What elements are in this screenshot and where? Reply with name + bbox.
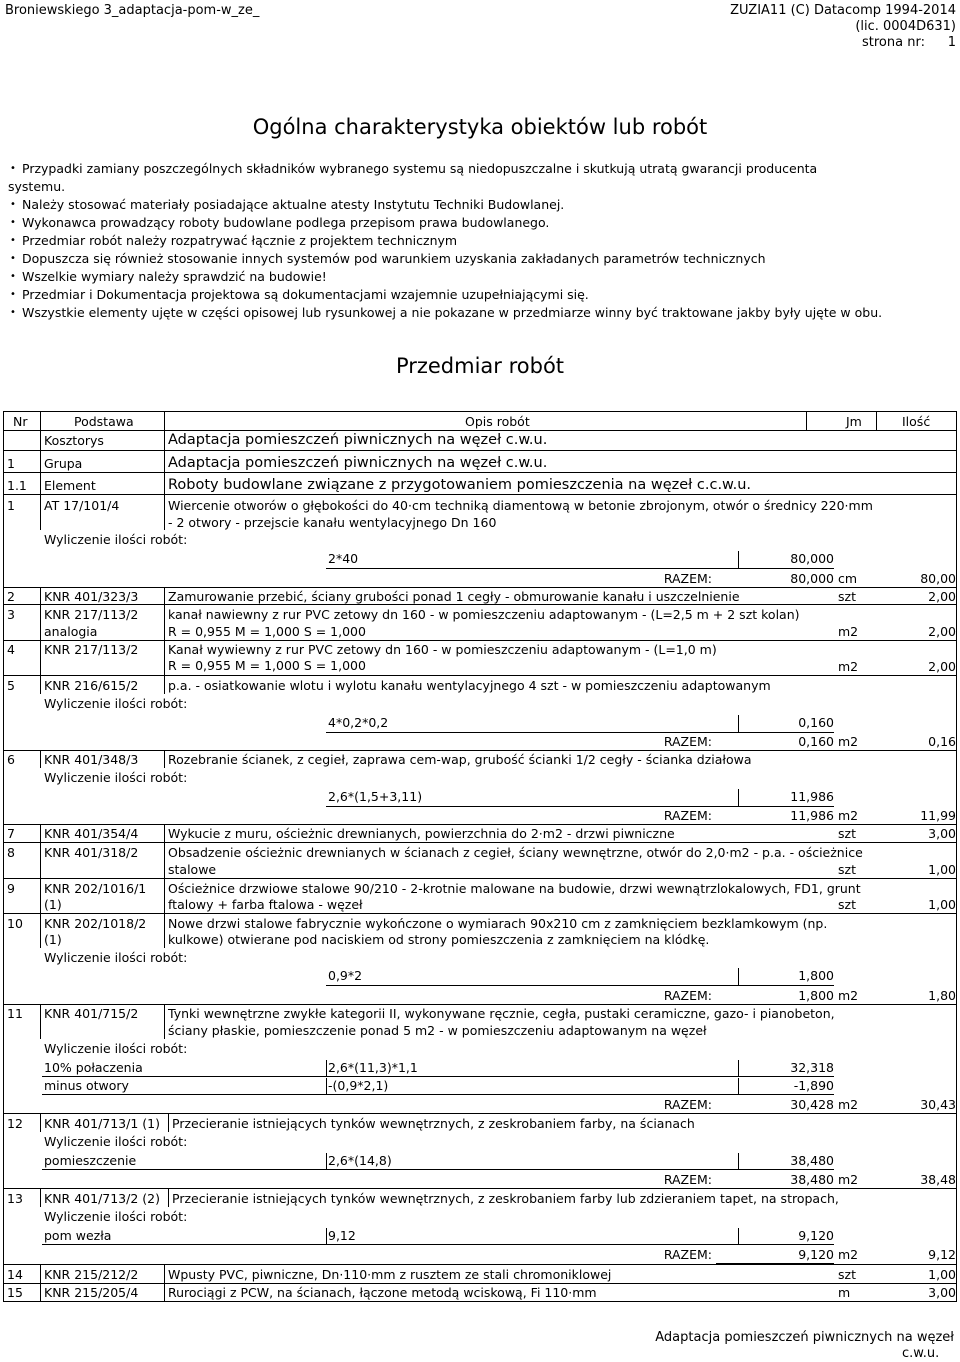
column-divider xyxy=(164,430,165,530)
row-divider xyxy=(3,472,957,473)
position-basis: KNR 401/713/2 (2) xyxy=(44,1191,160,1206)
position-description: p.a. - osiatkowanie wlotu i wylotu kanału wentylacyjnego 4 szt - w pomieszczeniu adaptowanym xyxy=(168,678,771,693)
position-description: R = 0,955 M = 1,000 S = 1,000 xyxy=(168,624,366,639)
razem-label: RAZEM: xyxy=(663,1247,712,1262)
row-divider xyxy=(3,842,957,843)
calculation-divider xyxy=(738,551,739,568)
calculation-line-label: pom wezła xyxy=(44,1228,112,1243)
razem-label: RAZEM: xyxy=(663,734,712,749)
calculation-line-label: pomieszczenie xyxy=(44,1153,137,1168)
calculation-divider xyxy=(738,715,739,732)
column-divider xyxy=(164,1004,165,1039)
general-bullet: • Należy stosować materiały posiadające aktualne atesty Instytutu Techniki Budowlanej. xyxy=(8,196,956,214)
general-bullet: • Wykonawca prowadzący roboty budowlane podlega przepisom prawa budowlanego. xyxy=(8,214,956,232)
kosztorys-label: Kosztorys xyxy=(44,433,104,448)
position-quantity: 3,00 xyxy=(928,1285,956,1300)
calculation-label: Wyliczenie ilości robót: xyxy=(44,950,188,965)
calculation-divider xyxy=(326,1078,327,1094)
position-nr: 4 xyxy=(7,642,15,657)
element-nr: 1.1 xyxy=(7,478,27,493)
calculation-expression: 2,6*(1,5+3,11) xyxy=(328,789,423,804)
table-header-top-border xyxy=(3,411,957,412)
razem-label: RAZEM: xyxy=(663,1172,712,1187)
position-basis: (1) xyxy=(44,897,62,912)
position-unit: m2 xyxy=(838,1097,859,1112)
position-basis: KNR 401/323/3 xyxy=(44,589,139,604)
column-divider xyxy=(40,1188,41,1207)
calculation-value: -1,890 xyxy=(793,1078,834,1093)
column-divider xyxy=(876,411,877,430)
calculation-value: 80,000 xyxy=(790,551,834,566)
general-bullet: • Przypadki zamiany poszczególnych składników wybranego systemu są niedopuszczalne i skutkują utratą gwarancji producenta systemu. xyxy=(8,160,956,196)
column-divider xyxy=(168,1188,169,1207)
position-unit: m2 xyxy=(838,659,859,674)
column-divider xyxy=(40,411,41,430)
razem-value: 38,480 xyxy=(790,1172,834,1187)
footer-title: Adaptacja pomieszczeń piwnicznych na węzeł xyxy=(655,1330,954,1345)
general-bullet: • Przedmiar robót należy rozpatrywać łącznie z projektem technicznym xyxy=(8,232,956,250)
position-unit: m2 xyxy=(838,1172,859,1187)
element-name: Roboty budowlane związane z przygotowaniem pomieszczenia na węzeł c.c.w.u. xyxy=(168,477,751,493)
position-nr: 8 xyxy=(7,845,15,860)
column-divider xyxy=(164,587,165,694)
position-quantity: 2,00 xyxy=(928,624,956,639)
calculation-underline xyxy=(326,985,834,986)
calculation-label: Wyliczenie ilości robót: xyxy=(44,770,188,785)
calculation-divider xyxy=(738,789,739,806)
column-divider xyxy=(40,587,41,694)
column-divider xyxy=(164,1264,165,1301)
position-nr: 10 xyxy=(7,916,23,931)
razem-label: RAZEM: xyxy=(663,571,712,586)
row-divider xyxy=(3,675,957,676)
position-description: kanał nawiewny z rur PVC zetowy dn 160 - w pomieszczeniu adaptowanym - (L=2,5 m + 2 szt kolan) xyxy=(168,607,800,622)
position-basis: (1) xyxy=(44,932,62,947)
calculation-expression: 2,6*(11,3)*1,1 xyxy=(328,1060,418,1075)
calculation-expression: 2,6*(14,8) xyxy=(328,1153,392,1168)
calculation-value: 0,160 xyxy=(798,715,834,730)
position-quantity: 0,16 xyxy=(928,734,956,749)
calculation-underline xyxy=(42,1076,834,1077)
position-basis: KNR 217/113/2 xyxy=(44,642,139,657)
calculation-line-label: minus otwory xyxy=(44,1078,129,1093)
calculation-divider xyxy=(326,1153,327,1169)
position-quantity: 38,48 xyxy=(920,1172,956,1187)
position-description: Przecieranie istniejących tynków wewnętrznych, z zeskrobaniem farby, na ścianach xyxy=(172,1116,695,1131)
calculation-label: Wyliczenie ilości robót: xyxy=(44,1134,188,1149)
position-unit: szt xyxy=(838,897,856,912)
calculation-underline xyxy=(326,732,834,733)
position-quantity: 3,00 xyxy=(928,826,956,841)
column-divider xyxy=(956,411,957,430)
row-divider xyxy=(3,494,957,495)
grupa-name: Adaptacja pomieszczeń piwnicznych na węzeł c.w.u. xyxy=(168,455,548,471)
column-divider xyxy=(40,750,41,768)
position-unit: m2 xyxy=(838,808,859,823)
general-bullet: • Wszystkie elementy ujęte w części opisowej lub rysunkowej a nie pokazane w przedmiarze winny być traktowane jakby były ujęte w obu. xyxy=(8,304,956,322)
position-basis: KNR 401/713/1 (1) xyxy=(44,1116,160,1131)
calculation-divider xyxy=(738,1153,739,1169)
row-divider xyxy=(3,1301,957,1302)
calculation-divider xyxy=(738,1060,739,1076)
position-quantity: 11,99 xyxy=(920,808,956,823)
column-header-podstawa: Podstawa xyxy=(74,414,134,429)
column-divider xyxy=(40,824,41,948)
grupa-label: Grupa xyxy=(44,456,83,471)
document-name: Broniewskiego 3_adaptacja-pom-w_ze_ xyxy=(5,3,260,18)
calculation-underline xyxy=(326,806,834,807)
position-description: ftalowy + farba ftalowa - węzeł xyxy=(168,897,363,912)
razem-value: 30,428 xyxy=(790,1097,834,1112)
position-nr: 5 xyxy=(7,678,15,693)
column-header-ilosc: Ilość xyxy=(902,414,931,429)
position-unit: m xyxy=(838,1285,851,1300)
position-description: Przecieranie istniejących tynków wewnętrznych, z zeskrobaniem farby lub zdzieraniem tapet, na stropach, xyxy=(172,1191,839,1206)
table-left-border xyxy=(3,430,4,1301)
calculation-value: 32,318 xyxy=(790,1060,834,1075)
footer-title-continued: c.w.u. xyxy=(902,1346,940,1361)
position-nr: 3 xyxy=(7,607,15,622)
position-unit: cm xyxy=(838,571,858,586)
position-basis: KNR 215/212/2 xyxy=(44,1267,139,1282)
calculation-label: Wyliczenie ilości robót: xyxy=(44,1209,188,1224)
calculation-expression: 9,12 xyxy=(328,1228,356,1243)
general-bullet: • Wszelkie wymiary należy sprawdzić na budowie! xyxy=(8,268,956,286)
column-header-opis: Opis robót xyxy=(465,414,530,429)
column-divider xyxy=(168,1113,169,1132)
general-bullet: • Dopuszcza się również stosowanie innych systemów pod warunkiem uzyskania zakładanych parametrów technicznych xyxy=(8,250,956,268)
position-nr: 12 xyxy=(7,1116,23,1131)
general-bullet: • Przedmiar i Dokumentacja projektowa są dokumentacjami wzajemnie uzupełniającymi się. xyxy=(8,286,956,304)
row-divider xyxy=(3,604,957,605)
row-divider xyxy=(3,1113,957,1114)
position-quantity: 2,00 xyxy=(928,589,956,604)
column-divider xyxy=(164,750,165,768)
position-nr: 15 xyxy=(7,1285,23,1300)
calculation-label: Wyliczenie ilości robót: xyxy=(44,1041,188,1056)
position-basis: KNR 401/715/2 xyxy=(44,1006,139,1021)
column-divider xyxy=(40,1004,41,1039)
calculation-value: 11,986 xyxy=(790,789,834,804)
position-unit: szt xyxy=(838,862,856,877)
row-divider xyxy=(3,1264,957,1265)
calculation-value: 9,120 xyxy=(798,1228,834,1243)
razem-label: RAZEM: xyxy=(663,808,712,823)
column-header-nr: Nr xyxy=(13,414,28,429)
page-number-label: strona nr: xyxy=(862,35,925,50)
row-divider xyxy=(3,450,957,451)
position-unit: m2 xyxy=(838,1247,859,1262)
position-nr: 14 xyxy=(7,1267,23,1282)
software-info: ZUZIA11 (C) Datacomp 1994-2014 xyxy=(730,3,956,18)
position-nr: 2 xyxy=(7,589,15,604)
calculation-label: Wyliczenie ilości robót: xyxy=(44,532,188,547)
row-divider xyxy=(3,1188,957,1189)
column-divider xyxy=(806,411,807,430)
calculation-expression: -(0,9*2,1) xyxy=(328,1078,389,1093)
calculation-divider xyxy=(738,1228,739,1244)
position-description: Tynki wewnętrzne zwykłe kategorii II, wykonywane ręcznie, cegła, pustaki ceramiczne, gazo- i pianobeton, xyxy=(168,1006,835,1021)
razem-label: RAZEM: xyxy=(663,1097,712,1112)
column-divider xyxy=(164,411,165,430)
position-description: Wpusty PVC, piwniczne, Dn·110·mm z rusztem ze stali chromoniklowej xyxy=(168,1267,612,1282)
position-basis: KNR 401/354/4 xyxy=(44,826,139,841)
position-nr: 1 xyxy=(7,498,15,513)
kosztorys-name: Adaptacja pomieszczeń piwnicznych na węzeł c.w.u. xyxy=(168,432,548,448)
position-description: Kanał wywiewny z rur PVC zetowy dn 160 - w pomieszczeniu adaptowanym - (L=1,0 m) xyxy=(168,642,717,657)
position-quantity: 1,00 xyxy=(928,862,956,877)
position-nr: 7 xyxy=(7,826,15,841)
calculation-value: 1,800 xyxy=(798,968,834,983)
position-unit: szt xyxy=(838,826,856,841)
calculation-divider xyxy=(326,1060,327,1076)
row-divider xyxy=(3,878,957,879)
position-basis: KNR 216/615/2 xyxy=(44,678,139,693)
position-basis: AT 17/101/4 xyxy=(44,498,120,513)
calculation-expression: 0,9*2 xyxy=(328,968,363,983)
calculation-underline xyxy=(42,1094,834,1095)
general-bullet-list xyxy=(8,160,956,322)
position-nr: 9 xyxy=(7,881,15,896)
column-divider xyxy=(40,1113,41,1132)
position-basis: KNR 202/1016/1 xyxy=(44,881,147,896)
element-label: Element xyxy=(44,478,96,493)
position-description: ściany płaskie, pomieszczenie ponad 5 m2 - w pomieszczeniu adaptowanym na węzeł xyxy=(168,1023,707,1038)
calculation-underline xyxy=(326,568,834,569)
position-nr: 11 xyxy=(7,1006,23,1021)
column-header-jm: Jm xyxy=(846,414,862,429)
razem-value: 80,000 xyxy=(790,571,834,586)
column-divider xyxy=(40,1264,41,1301)
position-description: Zamurowanie przebić, ściany grubości ponad 1 cegły - obmurowanie kanału i uszczelnienie xyxy=(168,589,740,604)
calculation-underline xyxy=(42,1244,834,1245)
position-quantity: 1,80 xyxy=(928,988,956,1003)
razem-value: 11,986 xyxy=(790,808,834,823)
page-number: 1 xyxy=(947,35,956,50)
position-quantity: 80,00 xyxy=(920,571,956,586)
calculation-expression: 2*40 xyxy=(328,551,359,566)
calculation-divider xyxy=(738,968,739,985)
razem-value: 9,120 xyxy=(798,1247,834,1262)
position-unit: szt xyxy=(838,1267,856,1282)
column-divider xyxy=(40,430,41,530)
column-divider xyxy=(3,411,4,430)
license-info: (lic. 0004D631) xyxy=(855,19,956,34)
position-basis: analogia xyxy=(44,624,98,639)
position-description: Ościeżnice drzwiowe stalowe 90/210 - 2-krotnie malowane na budowie, drzwi wewnątrzlokalowych, FD1, grunt xyxy=(168,881,861,896)
row-divider xyxy=(3,913,957,914)
calculation-expression: 4*0,2*0,2 xyxy=(328,715,389,730)
position-unit: m2 xyxy=(838,624,859,639)
position-nr: 6 xyxy=(7,752,15,767)
position-unit: m2 xyxy=(838,988,859,1003)
position-unit: m2 xyxy=(838,734,859,749)
calculation-label: Wyliczenie ilości robót: xyxy=(44,696,188,711)
calculation-line-label: 10% połaczenia xyxy=(44,1060,143,1075)
position-description: Wykucie z muru, ościeżnic drewnianych, powierzchnia do 2·m2 - drzwi piwniczne xyxy=(168,826,675,841)
position-quantity: 1,00 xyxy=(928,897,956,912)
position-basis: KNR 401/348/3 xyxy=(44,752,139,767)
table-right-border xyxy=(956,430,957,1301)
position-description: Wiercenie otworów o głębokości do 40·cm techniką diamentową w betonie zbrojonym, otwór o średnicy 220·mm xyxy=(168,498,873,513)
column-divider xyxy=(164,824,165,948)
general-title: Ogólna charakterystyka obiektów lub robót xyxy=(252,115,708,139)
position-description: - 2 otwory - przejscie kanału wentylacyjnego Dn 160 xyxy=(168,515,497,530)
razem-value: 1,800 xyxy=(798,988,834,1003)
razem-value: 0,160 xyxy=(798,734,834,749)
position-quantity: 9,12 xyxy=(928,1247,956,1262)
grupa-nr: 1 xyxy=(7,456,15,471)
position-basis: KNR 215/205/4 xyxy=(44,1285,139,1300)
position-description: Obsadzenie ościeżnic drewnianych w ścianach z cegieł, ściany wewnętrzne, otwór do 2,0·m2 - p.a. - ościeżnice xyxy=(168,845,863,860)
position-description: stalowe xyxy=(168,862,217,877)
position-quantity: 2,00 xyxy=(928,659,956,674)
calculation-underline xyxy=(42,1169,834,1170)
calculation-divider xyxy=(738,1078,739,1094)
position-quantity: 1,00 xyxy=(928,1267,956,1282)
position-description: Rurociągi z PCW, na ścianach, łączone metodą wciskową, Fi 110·mm xyxy=(168,1285,597,1300)
position-description: Nowe drzwi stalowe fabrycznie wykończone o wymiarach 90x210 cm z zamknięciem bezklamkowym (np. xyxy=(168,916,828,931)
razem-label: RAZEM: xyxy=(663,988,712,1003)
position-nr: 13 xyxy=(7,1191,23,1206)
przedmiar-title: Przedmiar robót xyxy=(395,354,565,378)
calculation-divider xyxy=(326,1228,327,1244)
position-basis: KNR 401/318/2 xyxy=(44,845,139,860)
position-unit: szt xyxy=(838,589,856,604)
position-description: R = 0,955 M = 1,000 S = 1,000 xyxy=(168,658,366,673)
position-description: kulkowe) otwierane pod naciskiem od strony pomieszczenia z zamknięciem na klódkę. xyxy=(168,932,710,947)
position-quantity: 30,43 xyxy=(920,1097,956,1112)
position-description: Rozebranie ścianek, z cegieł, zaprawa cem-wap, grubość ścianki 1/2 cegły - ścianka działowa xyxy=(168,752,752,767)
position-basis: KNR 217/113/2 xyxy=(44,607,139,622)
calculation-value: 38,480 xyxy=(790,1153,834,1168)
position-basis: KNR 202/1018/2 xyxy=(44,916,147,931)
